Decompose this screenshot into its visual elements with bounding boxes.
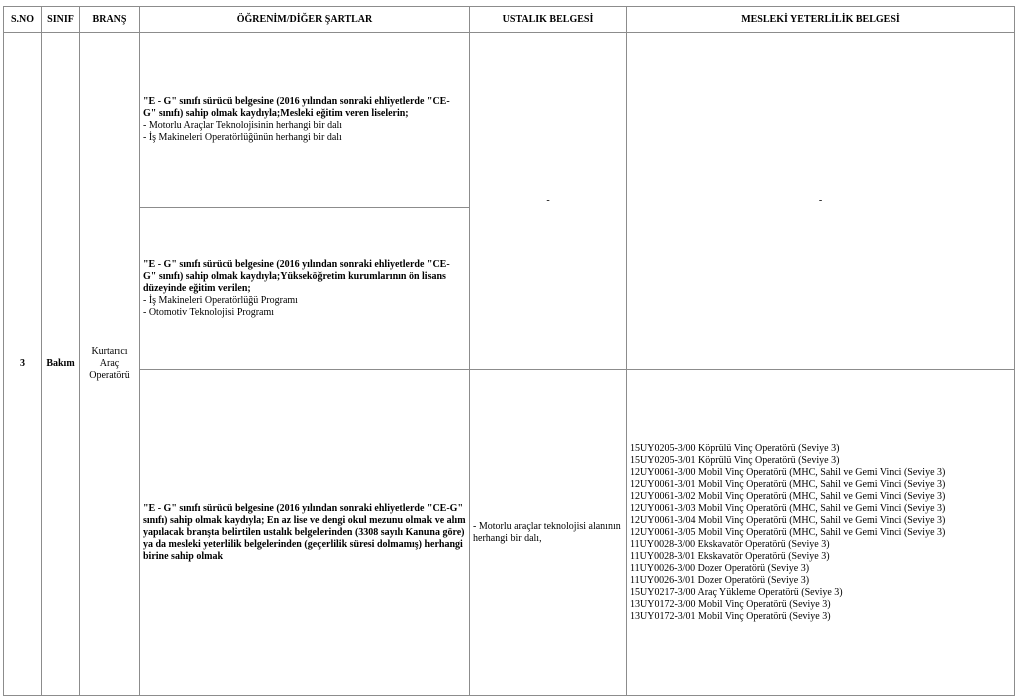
list-item: 11UY0026-3/00 Dozer Operatörü (Seviye 3) [630,562,810,574]
ustalik-line: - Motorlu araçlar teknolojisi alanının [473,520,621,532]
cell-brans [80,33,140,696]
meslek-cell [627,370,1015,696]
header-sinif: SINIF [42,7,80,33]
condition-text: G" sınıfı) sahip olmak kaydıyla;Mesleki eğitim veren liselerin; [143,108,409,119]
header-ustalik: USTALIK BELGESİ [470,7,627,33]
table-row [4,370,1015,696]
meslek-dash: - [627,33,1015,370]
list-item: 15UY0217-3/00 Araç Yükleme Operatörü (Seviye 3) [630,586,843,598]
list-item: 11UY0028-3/00 Ekskavatör Operatörü (Seviye 3) [630,538,830,550]
condition-text: G" sınıfı) sahip olmak kaydıyla;Yükseköğretim kurumlarının ön lisans [143,270,446,282]
condition-text: sınıfı) sahip olmak kaydıyla; En az lise ve dengi okul mezunu olmak ve alım [143,514,466,526]
condition-text: "E - G" sınıfı sürücü belgesine (2016 yılından sonraki ehliyetlerde "CE- [143,96,450,107]
brans-line: Kurtarıcı [91,346,128,357]
header-brans: BRANŞ [80,7,140,33]
brans-line: Araç [99,358,120,369]
condition-item: - Otomotiv Teknolojisi Programı [143,306,275,318]
condition-item: - Motorlu Araçlar Teknolojisinin herhangi bir dalı [143,120,343,131]
condition-cell-3 [140,370,470,696]
ustalik-line: herhangi bir dalı, [473,532,542,544]
condition-text: düzeyinde eğitim verilen; [143,282,251,294]
list-item: 11UY0026-3/01 Dozer Operatörü (Seviye 3) [630,574,810,586]
meslek-list [627,443,1014,623]
header-meslek: MESLEKİ YETERLİLİK BELGESİ [627,7,1015,33]
cell-sno: 3 [4,33,42,696]
condition-item: - İş Makineleri Operatörlüğü Programı [143,294,298,306]
list-item: 13UY0172-3/00 Mobil Vinç Operatörü (Seviye 3) [630,598,831,610]
condition-text: "E - G" sınıfı sürücü belgesine (2016 yılından sonraki ehliyetlerde "CE- [143,258,450,270]
cell-sinif: Bakım [42,33,80,696]
condition-text: "E - G" sınıfı sürücü belgesine (2016 yılından sonraki ehliyetlerde "CE-G" [143,502,464,514]
list-item: 11UY0028-3/01 Ekskavatör Operatörü (Seviye 3) [630,550,830,562]
list-item: 12UY0061-3/04 Mobil Vinç Operatörü (MHC, Sahil ve Gemi Vinci (Seviye 3) [630,514,946,526]
list-item: 15UY0205-3/01 Köprülü Vinç Operatörü (Seviye 3) [630,454,840,466]
list-item: 12UY0061-3/03 Mobil Vinç Operatörü (MHC, Sahil ve Gemi Vinci (Seviye 3) [630,502,946,514]
brans-line: Operatörü [89,370,130,381]
list-item: 12UY0061-3/05 Mobil Vinç Operatörü (MHC, Sahil ve Gemi Vinci (Seviye 3) [630,526,946,538]
header-row [4,7,1015,33]
condition-text: ya da mesleki yeterlilik belgelerinden (geçerlilik süresi dolmamış) herhangi [143,538,463,550]
ustalik-dash: - [470,33,627,370]
requirements-table [3,6,1015,696]
list-item: 13UY0172-3/01 Mobil Vinç Operatörü (Seviye 3) [630,610,831,622]
condition-text: birine sahip olmak [143,550,224,562]
list-item: 15UY0205-3/00 Köprülü Vinç Operatörü (Seviye 3) [630,442,840,454]
list-item: 12UY0061-3/01 Mobil Vinç Operatörü (MHC, Sahil ve Gemi Vinci (Seviye 3) [630,478,946,490]
list-item: 12UY0061-3/02 Mobil Vinç Operatörü (MHC, Sahil ve Gemi Vinci (Seviye 3) [630,490,946,502]
ustalik-cell [470,370,627,696]
condition-item: - İş Makineleri Operatörlüğünün herhangi bir dalı [143,132,342,143]
header-ogrenim: ÖĞRENİM/DİĞER ŞARTLAR [140,7,470,33]
condition-cell-1 [140,33,470,208]
header-sno: S.NO [4,7,42,33]
condition-text: yapılacak branşta belirtilen ustalık belgelerinden (3308 sayılı Kanuna göre) [143,526,465,538]
list-item: 12UY0061-3/00 Mobil Vinç Operatörü (MHC, Sahil ve Gemi Vinci (Seviye 3) [630,466,946,478]
table-row [4,33,1015,208]
condition-cell-2 [140,208,470,370]
